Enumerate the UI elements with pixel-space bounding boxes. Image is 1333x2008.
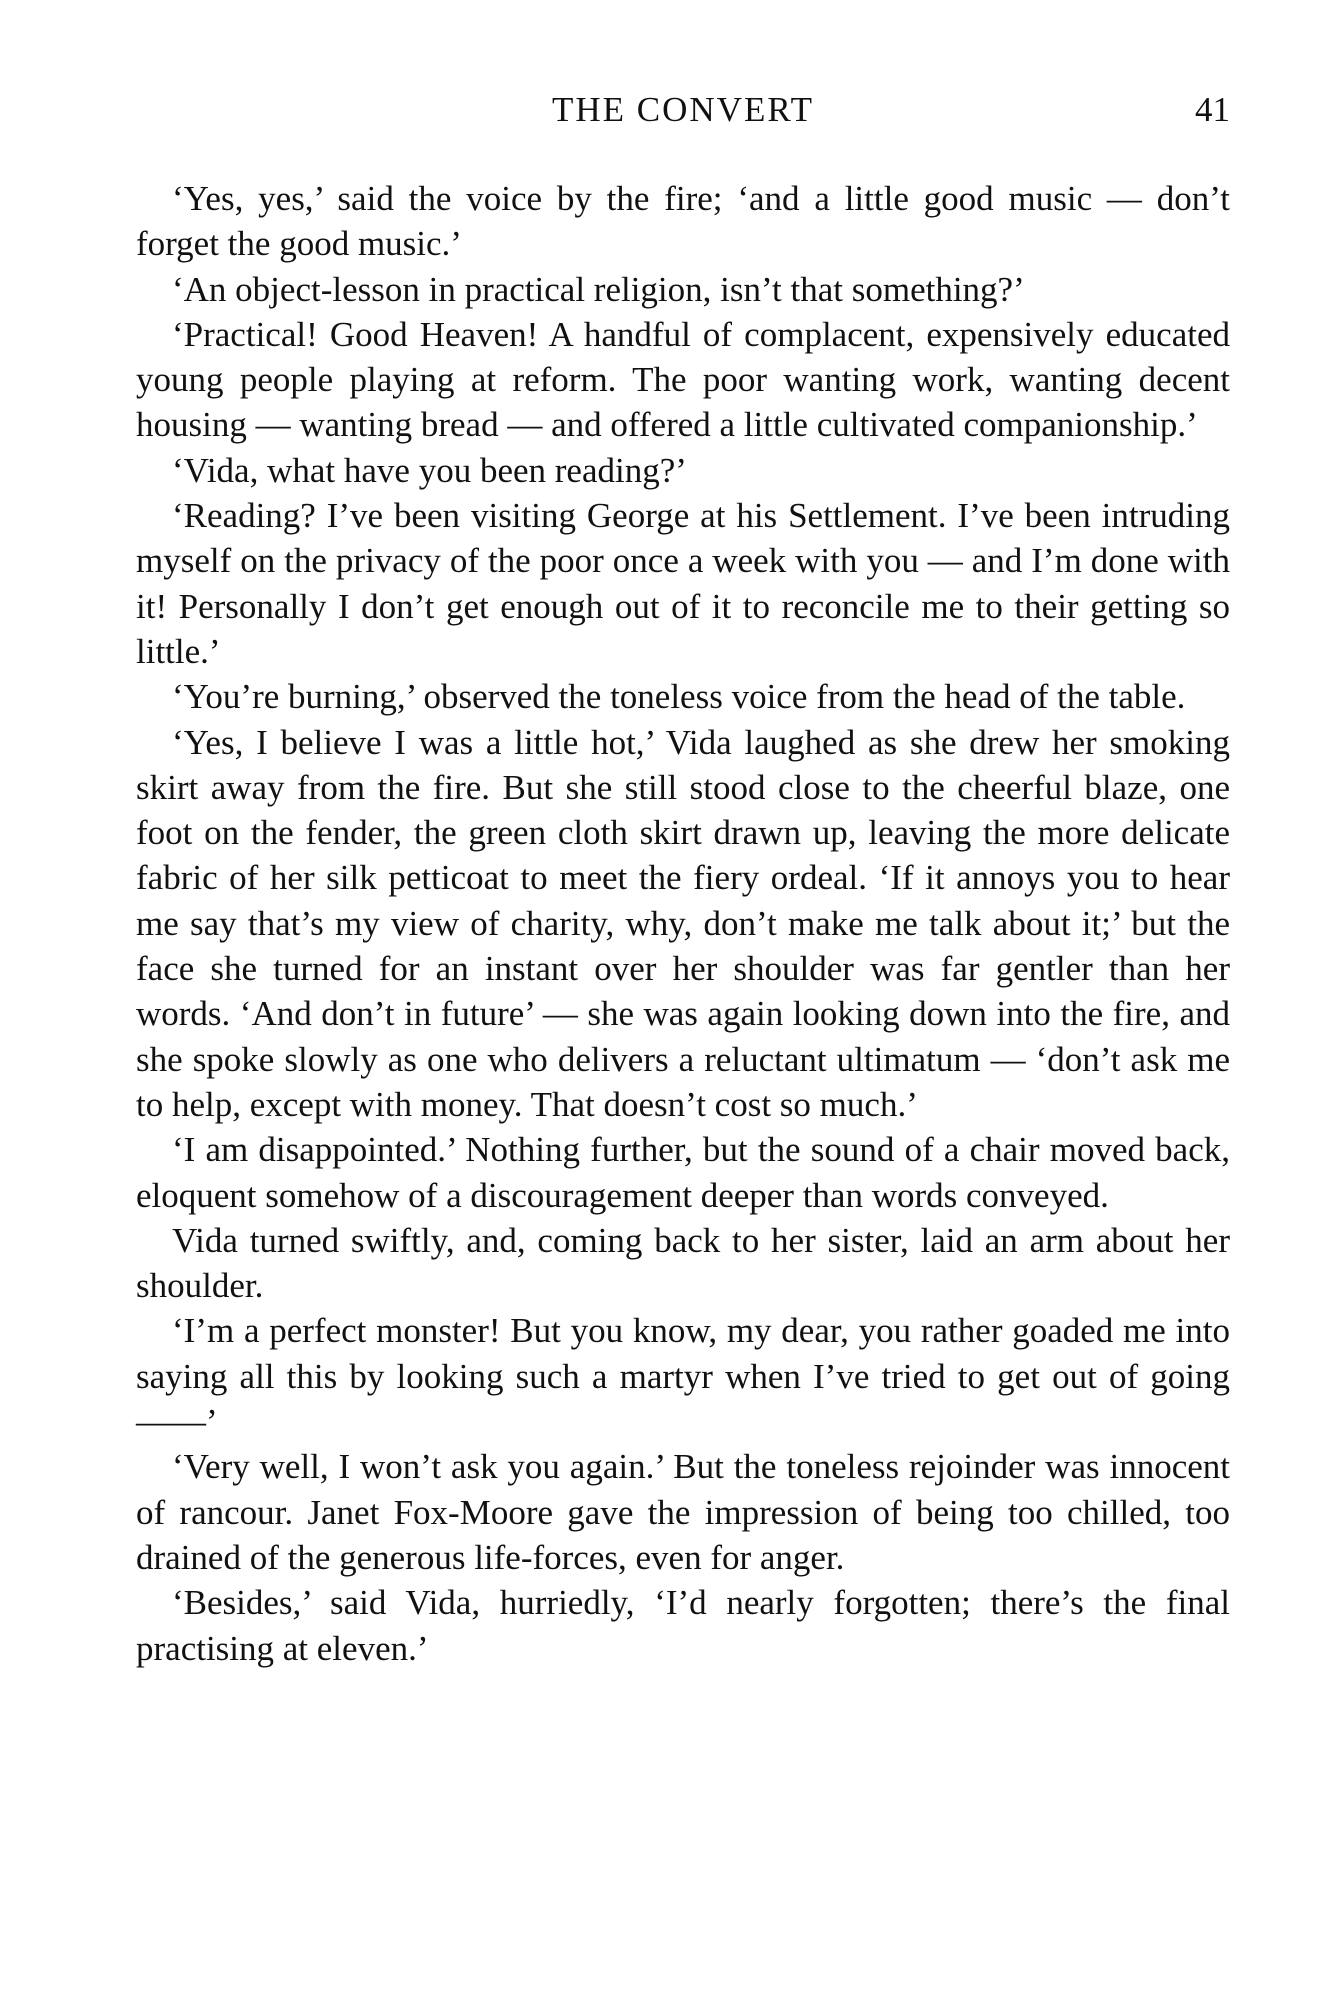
paragraph: ‘Besides,’ said Vida, hurriedly, ‘I’d nearly forgotten; there’s the final practising at eleven.’: [136, 1583, 1230, 1668]
paragraph: ‘I’m a perfect monster! But you know, my dear, you rather goaded me into saying all this by looking such a martyr when I’ve tried to get out of going ——’: [136, 1311, 1230, 1442]
page-number: 41: [1195, 90, 1230, 129]
paragraph: ‘Yes, yes,’ said the voice by the fire; ‘and a little good music — don’t forget the good music.’: [136, 179, 1230, 264]
paragraph: ‘Vida, what have you been reading?’: [172, 450, 687, 490]
paragraph: ‘You’re burning,’ observed the toneless voice from the head of the table.: [172, 677, 1186, 717]
paragraph: Vida turned swiftly, and, coming back to her sister, laid an arm about her shoulder.: [136, 1220, 1230, 1306]
running-head: [136, 86, 1230, 134]
paragraph: ‘Very well, I won’t ask you again.’ But the toneless rejoinder was innocent of rancour. Janet Fox-Moore gave the impression of being too chilled, too drained of the generous life-forces, even for anger.: [136, 1447, 1230, 1577]
paragraph: ‘I am disappointed.’ Nothing further, but the sound of a chair moved back, eloquent somehow of a discouragement deeper than words conveyed.: [136, 1130, 1230, 1215]
chapter-title: THE CONVERT: [552, 90, 814, 129]
paragraph: ‘Reading? I’ve been visiting George at his Settlement. I’ve been intruding myself on the privacy of the poor once a week with you — and I’m done with it! Personally I don’t get enough out of it to reconcile me to their getting so little.’: [136, 496, 1230, 671]
paragraph: ‘An object-lesson in practical religion, isn’t that something?’: [172, 269, 1025, 309]
paragraph: ‘Yes, I believe I was a little hot,’ Vida laughed as she drew her smoking skirt away from the fire. But she still stood close to the cheerful blaze, one foot on the fender, the green cloth skirt drawn up, leaving the more delicate fabric of her silk petticoat to meet the fiery ordeal. ‘If it annoys you to hear me say that’s my view of charity, why, don’t make me talk about it;’ but the face she turned for an instant over her shoulder was far gentler than her words. ‘And don’t in future’ — she was again looking down into the fire, and she spoke slowly as one who delivers a reluctant ultimatum — ‘don’t ask me to help, except with money. That doesn’t cost so much.’: [136, 722, 1230, 1124]
paragraph: ‘Practical! Good Heaven! A handful of complacent, expensively educated young people playing at reform. The poor wanting work, wanting decent housing — wanting bread — and offered a little cultivated companionship.’: [136, 314, 1230, 445]
body-text: [136, 176, 1230, 1671]
